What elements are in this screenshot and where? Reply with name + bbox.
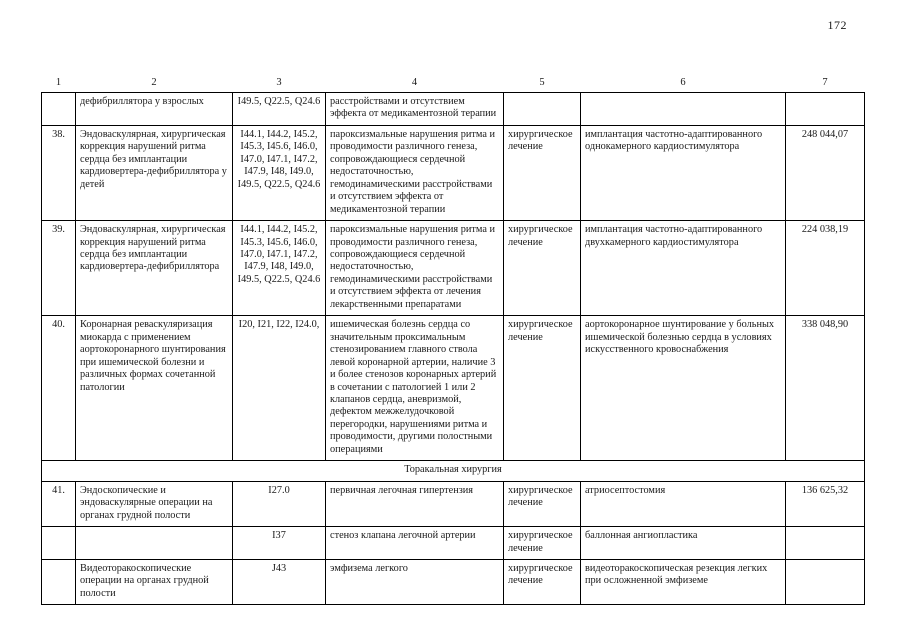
row-description: расстройствами и отсутствием эффекта от медикаментозной терапии xyxy=(326,93,504,126)
row-treatment: хирургическое лечение xyxy=(504,559,581,604)
row-codes: I44.1, I44.2, I45.2, I45.3, I45.6, I46.0, I47.0, I47.1, I47.2, I47.9, I48, I49.0, I49.5, Q22.5, Q24.6 xyxy=(233,125,326,220)
row-number: 39. xyxy=(42,221,76,316)
row-name: Коронарная реваскуляризация миокарда с применением аортокоронарного шунтирования при ишемической болезни и различных формах сочетанной патологии xyxy=(76,316,233,461)
row-description: пароксизмальные нарушения ритма и проводимости различного генеза, сопровождающиеся сердечной недостаточностью, гемодинамическими расстройствами и отсутствием эффекта от лечения лекарственными препаратами xyxy=(326,221,504,316)
column-header-1: 1 xyxy=(42,75,76,93)
row-price xyxy=(786,559,865,604)
medical-services-table xyxy=(41,75,865,605)
table-container xyxy=(41,75,864,605)
row-description: эмфизема легкого xyxy=(326,559,504,604)
row-name: Эндоскопические и эндоваскулярные операции на органах грудной полости xyxy=(76,481,233,526)
section-title: Торакальная хирургия xyxy=(42,461,865,481)
row-treatment: хирургическое лечение xyxy=(504,125,581,220)
column-header-6: 6 xyxy=(581,75,786,93)
row-price xyxy=(786,93,865,126)
row-price: 136 625,32 xyxy=(786,481,865,526)
section-title-row xyxy=(42,461,865,481)
table-row xyxy=(42,221,865,316)
row-price xyxy=(786,527,865,560)
row-method xyxy=(581,93,786,126)
table-row xyxy=(42,125,865,220)
row-name: Видеоторакоскопические операции на органах грудной полости xyxy=(76,559,233,604)
row-codes: I49.5, Q22.5, Q24.6 xyxy=(233,93,326,126)
column-header-5: 5 xyxy=(504,75,581,93)
row-method: баллонная ангиопластика xyxy=(581,527,786,560)
row-description: пароксизмальные нарушения ритма и проводимости различного генеза, сопровождающиеся сердечной недостаточностью, гемодинамическими расстройствами и отсутствием эффекта от медикаментозной терапии xyxy=(326,125,504,220)
column-header-7: 7 xyxy=(786,75,865,93)
row-name: дефибриллятора у взрослых xyxy=(76,93,233,126)
row-codes: J43 xyxy=(233,559,326,604)
table-row xyxy=(42,93,865,126)
row-name xyxy=(76,527,233,560)
row-number xyxy=(42,527,76,560)
row-treatment: хирургическое лечение xyxy=(504,481,581,526)
row-method: аортокоронарное шунтирование у больных ишемической болезнью сердца в условиях искусственного кровоснабжения xyxy=(581,316,786,461)
row-name: Эндоваскулярная, хирургическая коррекция нарушений ритма сердца без имплантации кардиовертера-дефибриллятора у детей xyxy=(76,125,233,220)
row-codes: I20, I21, I22, I24.0, xyxy=(233,316,326,461)
table-row xyxy=(42,527,865,560)
row-price: 224 038,19 xyxy=(786,221,865,316)
table-row xyxy=(42,316,865,461)
row-number xyxy=(42,559,76,604)
row-codes: I27.0 xyxy=(233,481,326,526)
page-number: 172 xyxy=(827,18,847,32)
row-price: 338 048,90 xyxy=(786,316,865,461)
row-treatment: хирургическое лечение xyxy=(504,316,581,461)
column-header-4: 4 xyxy=(326,75,504,93)
row-number: 38. xyxy=(42,125,76,220)
row-method: имплантация частотно-адаптированного однокамерного кардиостимулятора xyxy=(581,125,786,220)
row-treatment: хирургическое лечение xyxy=(504,221,581,316)
row-price: 248 044,07 xyxy=(786,125,865,220)
column-header-3: 3 xyxy=(233,75,326,93)
row-description: стеноз клапана легочной артерии xyxy=(326,527,504,560)
column-header-2: 2 xyxy=(76,75,233,93)
row-description: ишемическая болезнь сердца со значительным проксимальным стенозированием главного ствола левой коронарной артерии, наличие 3 и более стенозов коронарных артерий в сочетании с патологией 1 или 2 клапанов сердца, аневризмой, дефектом межжелудочковой перегородки, нарушениями ритма и проводимости, другими полостными операциями xyxy=(326,316,504,461)
row-number xyxy=(42,93,76,126)
row-method: имплантация частотно-адаптированного двухкамерного кардиостимулятора xyxy=(581,221,786,316)
table-row xyxy=(42,559,865,604)
row-treatment: хирургическое лечение xyxy=(504,527,581,560)
table-row xyxy=(42,481,865,526)
row-number: 41. xyxy=(42,481,76,526)
row-name: Эндоваскулярная, хирургическая коррекция нарушений ритма сердца без имплантации кардиовертера-дефибриллятора xyxy=(76,221,233,316)
row-method: видеоторакоскопическая резекция легких при осложненной эмфиземе xyxy=(581,559,786,604)
row-method: атриосептостомия xyxy=(581,481,786,526)
row-treatment xyxy=(504,93,581,126)
table-header-row xyxy=(42,75,865,93)
row-description: первичная легочная гипертензия xyxy=(326,481,504,526)
row-codes: I37 xyxy=(233,527,326,560)
row-number: 40. xyxy=(42,316,76,461)
row-codes: I44.1, I44.2, I45.2, I45.3, I45.6, I46.0, I47.0, I47.1, I47.2, I47.9, I48, I49.0, I49.5, Q22.5, Q24.6 xyxy=(233,221,326,316)
